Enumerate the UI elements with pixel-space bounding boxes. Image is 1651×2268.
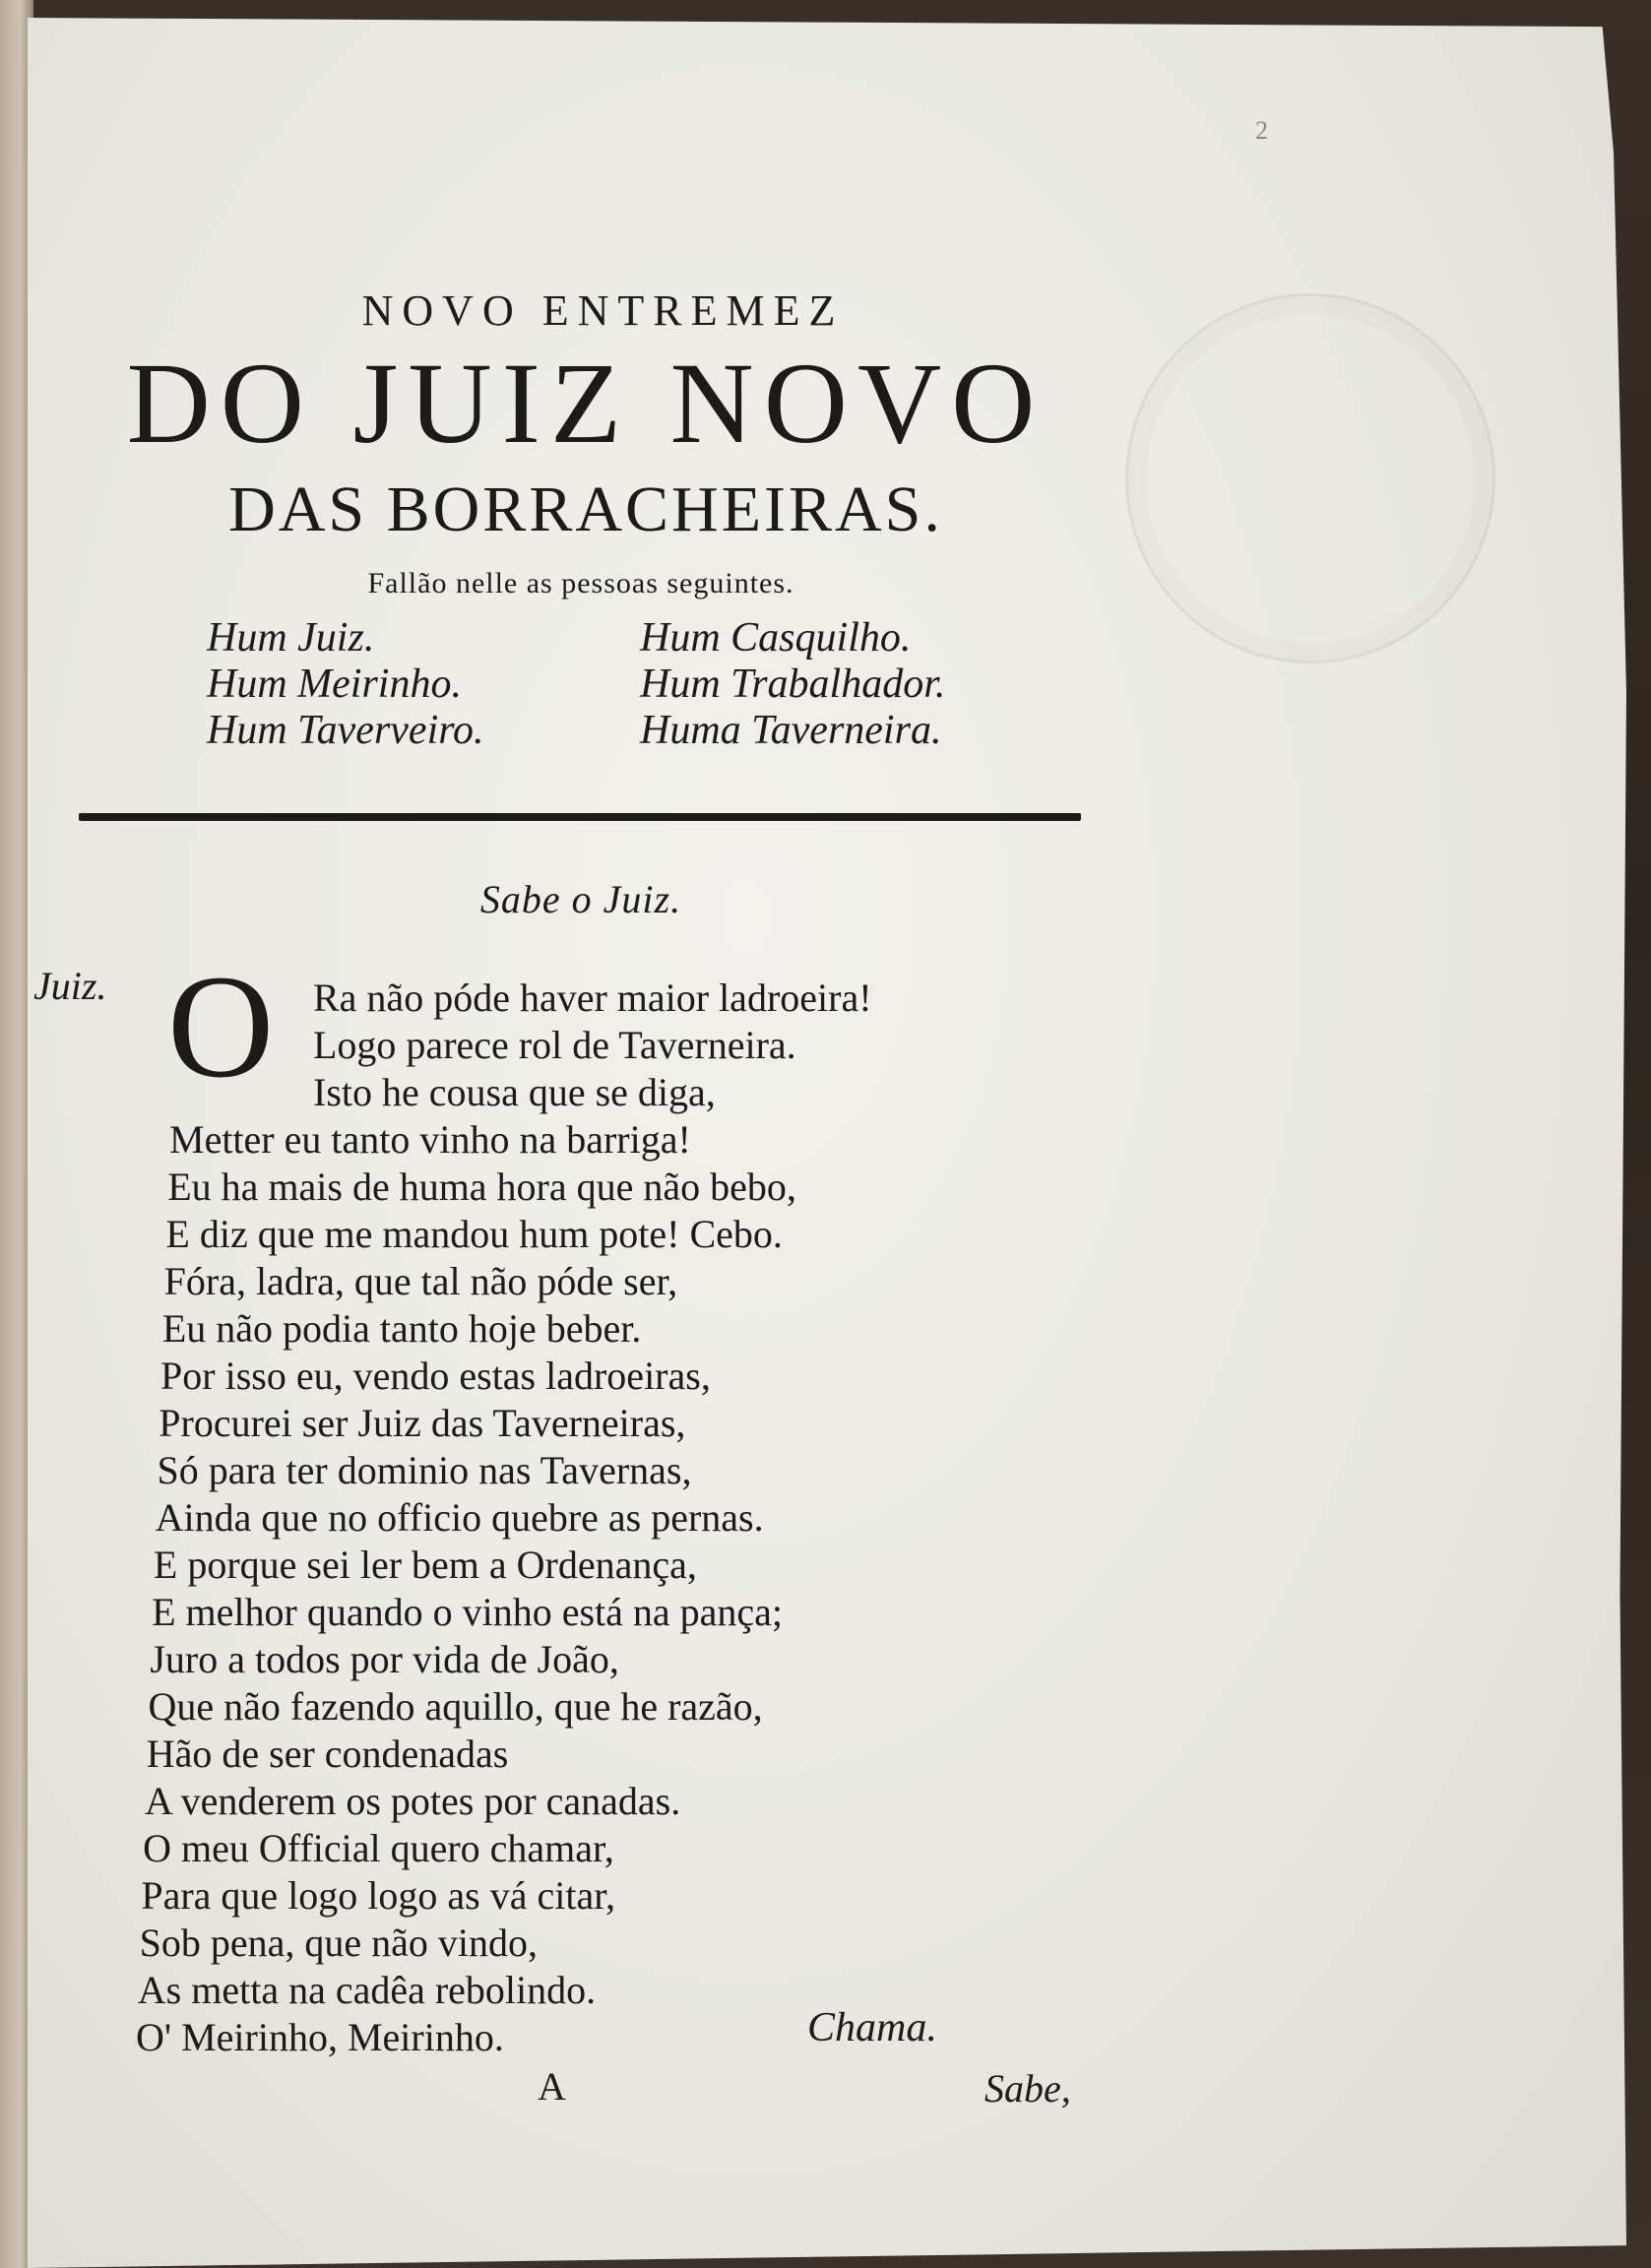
- printer-signature: A: [538, 2064, 566, 2109]
- embossed-library-stamp: [1125, 293, 1495, 663]
- verse-line: Que não fazendo aquillo, que he razão,: [148, 1684, 763, 1729]
- verse-line: E melhor quando o vinho está na pança;: [152, 1590, 784, 1634]
- verse-line: Sob pena, que não vindo,: [139, 1921, 538, 1965]
- verse-line: Fóra, ladra, que tal não póde ser,: [163, 1259, 678, 1303]
- verse-line: E porque sei ler bem a Ordenança,: [153, 1543, 697, 1587]
- page-number: 2: [1255, 116, 1268, 145]
- cast-item: Hum Taverveiro.: [207, 708, 484, 753]
- cast-list-right: [640, 615, 945, 754]
- speaker-label: Juiz.: [33, 964, 107, 1008]
- title-line-1: NOVO ENTREMEZ: [361, 286, 845, 335]
- verse-line: A venderem os potes por canadas.: [144, 1779, 681, 1823]
- title-line-3: DAS BORRACHEIRAS.: [228, 473, 943, 545]
- verse-line: Hão de ser condenadas: [146, 1732, 509, 1776]
- verse-line: Eu não podia tanto hoje beber.: [161, 1306, 642, 1351]
- cast-item: Huma Taverneira.: [640, 708, 942, 753]
- verse-line: Por isso eu, vendo estas ladroeiras,: [160, 1354, 711, 1398]
- title-line-2: DO JUIZ NOVO: [126, 339, 1046, 468]
- verse-line: Metter eu tanto vinho na barriga!: [169, 1117, 691, 1162]
- stage-direction: Chama.: [807, 2005, 937, 2050]
- cast-item: Hum Juiz.: [207, 615, 375, 661]
- divider-rule: [79, 813, 1081, 821]
- verse-line: Juro a todos por vida de João,: [150, 1637, 619, 1681]
- cast-item: Hum Meirinho.: [207, 662, 462, 707]
- scene-heading: Sabe o Juiz.: [479, 877, 682, 921]
- verse-line: Para que logo logo as vá citar,: [141, 1873, 615, 1918]
- cast-list-left: [207, 615, 484, 754]
- verse-line: Só para ter dominio nas Tavernas,: [157, 1448, 692, 1492]
- verse-line: Logo parece rol de Taverneira.: [313, 1023, 796, 1067]
- persons-intro: Fallão nelle as pessoas seguintes.: [367, 567, 794, 599]
- verse-line: Eu ha mais de huma hora que não bebo,: [167, 1165, 796, 1209]
- verse-line: As metta na cadêa rebolindo.: [137, 1968, 597, 2012]
- verse-line: Ainda que no officio quebre as pernas.: [155, 1495, 764, 1540]
- verse-line: E diz que me mandou hum pote! Cebo.: [165, 1212, 783, 1256]
- cast-item: Hum Trabalhador.: [640, 662, 946, 707]
- verse-line: O' Meirinho, Meirinho.: [136, 2015, 504, 2059]
- cast-item: Hum Casquilho.: [640, 615, 912, 661]
- verse-line: O meu Official quero chamar,: [143, 1826, 614, 1870]
- verse-line: Ra não póde haver maior ladroeira!: [313, 976, 872, 1020]
- drop-cap-initial: O: [167, 945, 275, 1108]
- catchword: Sabe,: [984, 2066, 1071, 2110]
- verse-line: Isto he cousa que se diga,: [313, 1070, 716, 1114]
- verse-line: Procurei ser Juiz das Taverneiras,: [159, 1401, 686, 1445]
